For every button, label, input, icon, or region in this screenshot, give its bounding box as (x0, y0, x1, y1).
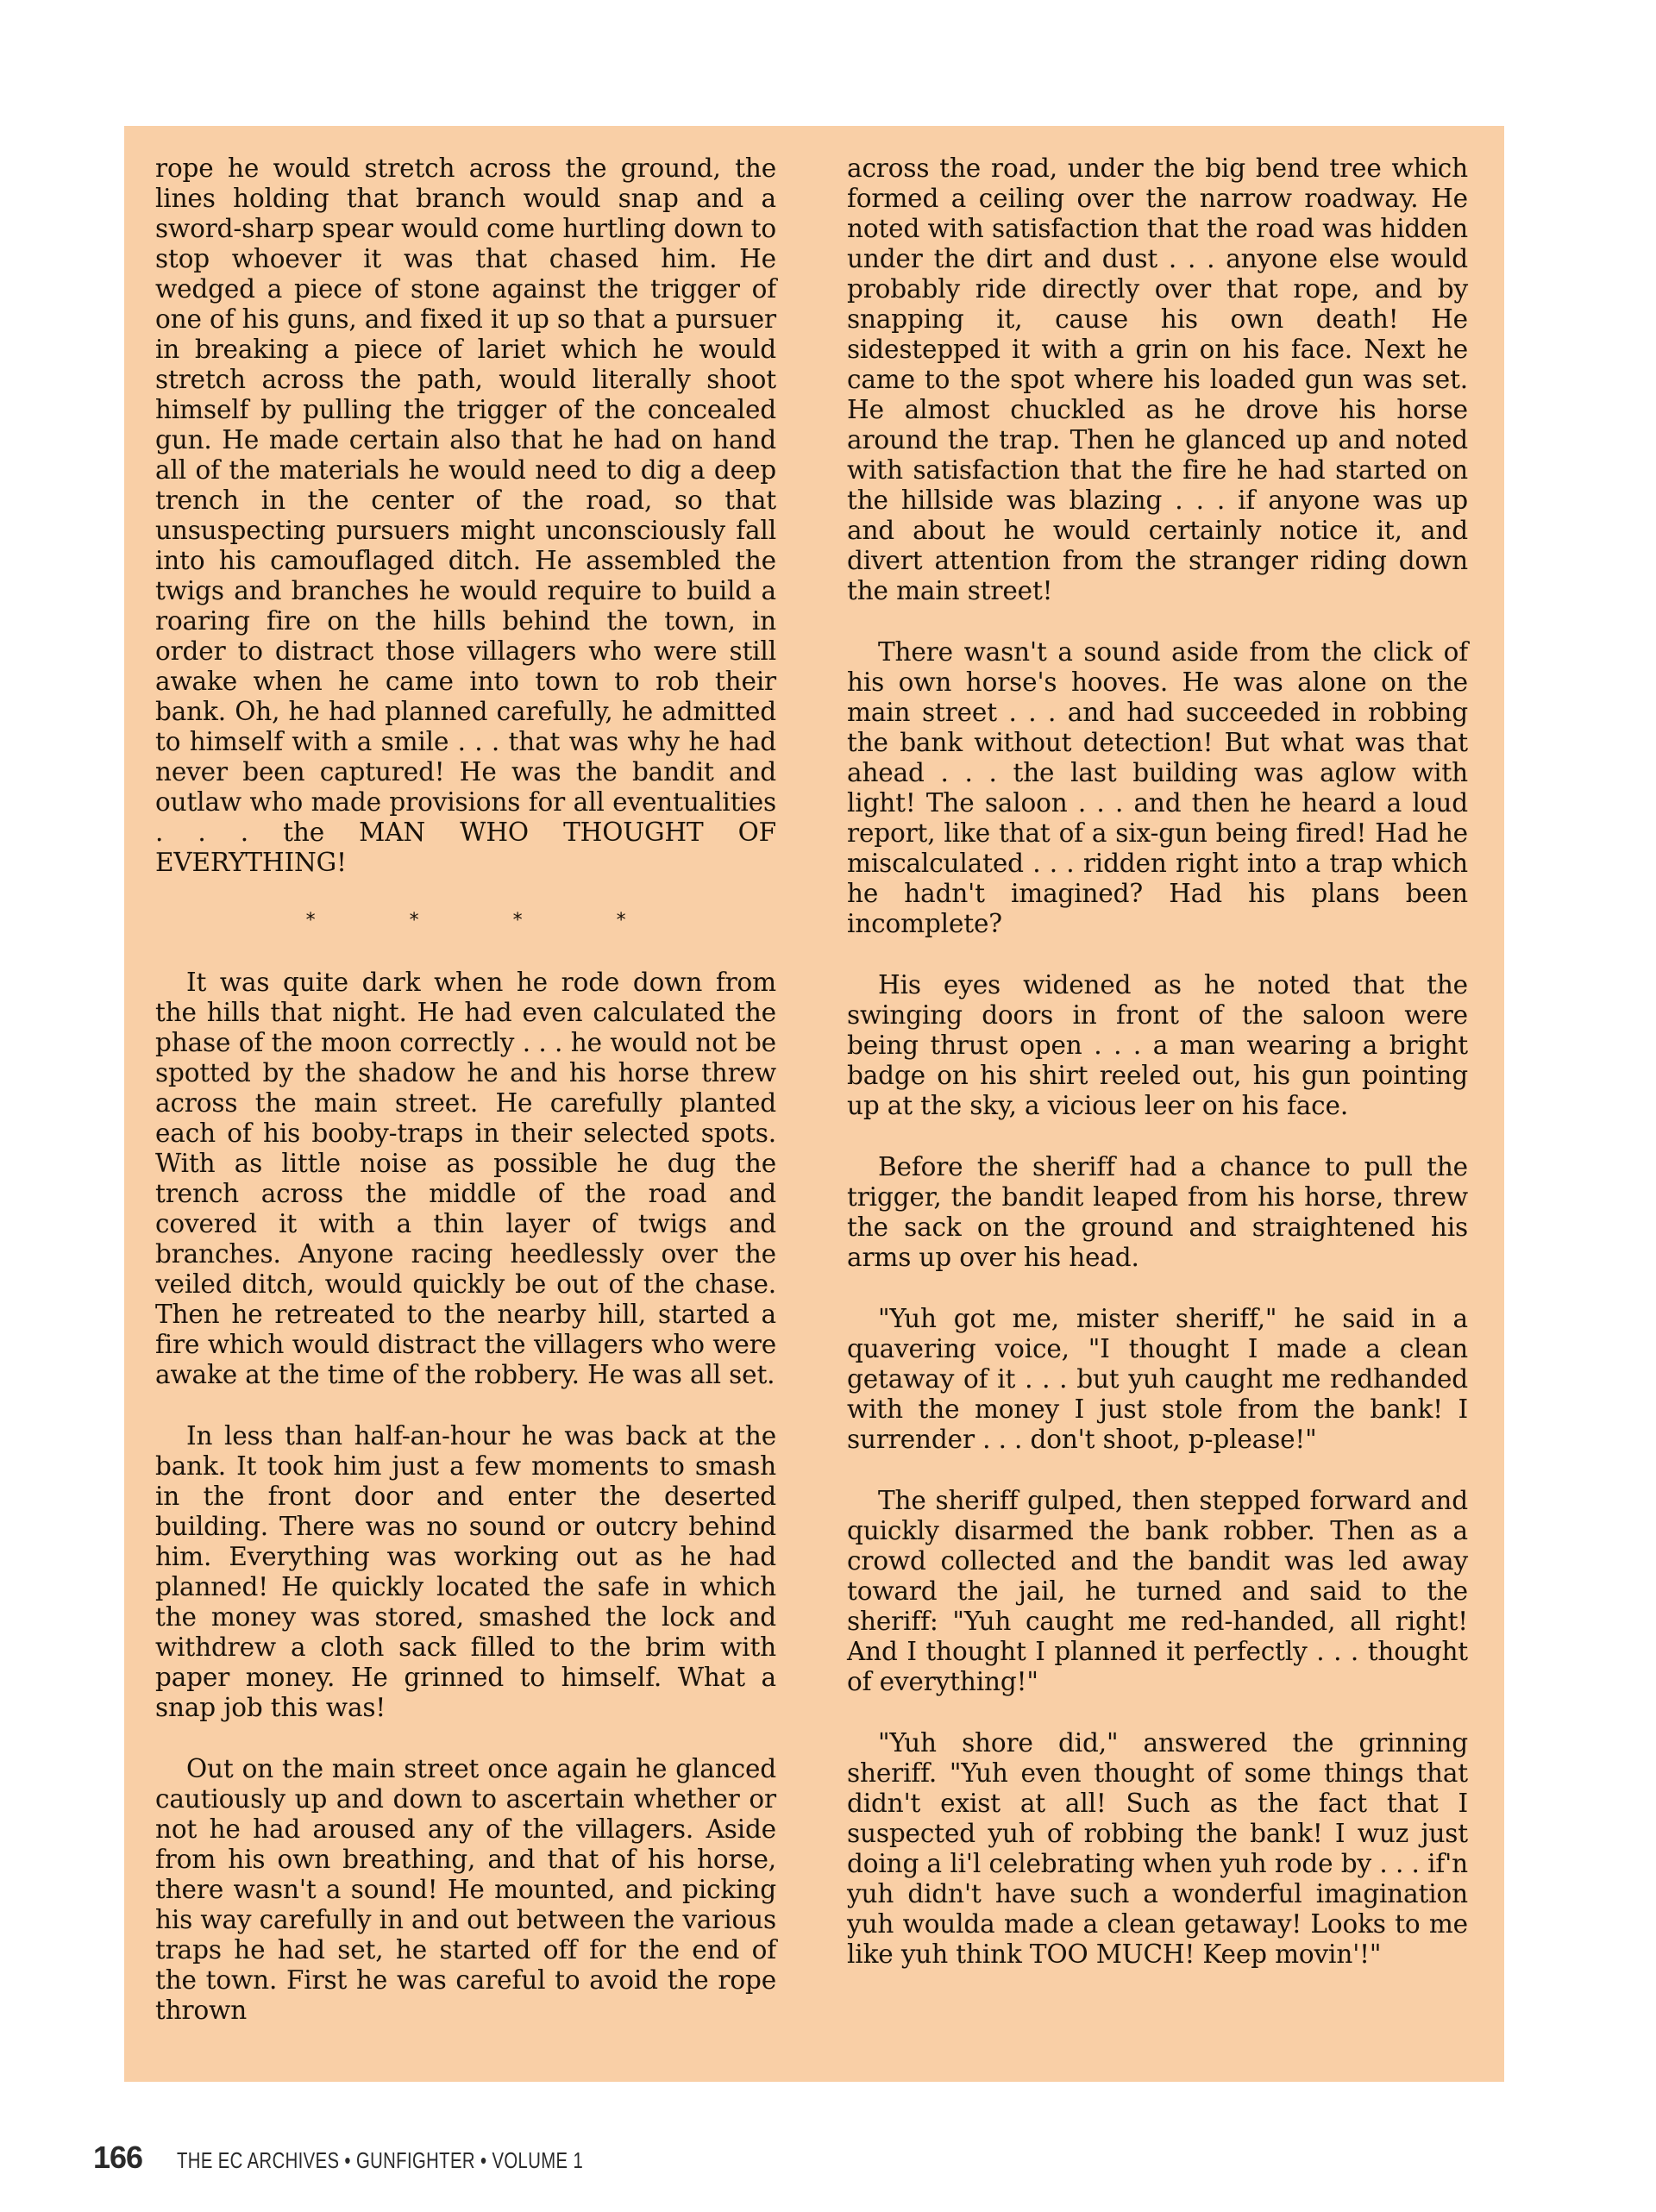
paragraph: The sheriff gulped, then stepped forward and quickly disarmed the bank robber. Then as a crowd collected and the bandit was led away toward the jail, he turned and said to the sheriff: "Yuh caught me red-handed, all right! And I thought I planned it perfectly . . . thought of everything!" (847, 1486, 1468, 1696)
story-text-panel (124, 126, 1504, 2082)
paragraph: In less than half-an-hour he was back at the bank. It took him just a few moments to smash in the front door and enter the deserted building. There was no sound or outcry behind him. Everything was working out as he had planned! He quickly located the safe in which the money was stored, smashed the lock and withdrew a cloth sack filled to the brim with paper money. He grinned to himself. What a snap job this was! (155, 1421, 776, 1722)
paragraph: Before the sheriff had a chance to pull the trigger, the bandit leaped from his horse, threw the sack on the ground and straightened his arms up over his head. (847, 1152, 1468, 1272)
left-text-column (155, 154, 776, 2026)
right-text-column (847, 154, 1468, 1970)
paragraph: rope he would stretch across the ground, the lines holding that branch would snap and a sword-sharp spear would come hurtling down to stop whoever it was that chased him. He wedged a piece of stone against the trigger of one of his guns, and fixed it up so that a pursuer in breaking a piece of lariet which he would stretch across the path, would literally shoot himself by pulling the trigger of the concealed gun. He made certain also that he had on hand all of the materials he would need to dig a deep trench in the center of the road, so that unsuspecting pursuers might unconsciously fall into his camouflaged ditch. He assembled the twigs and branches he would require to build a roaring fire on the hills behind the town, in order to distract those villagers who were still awake when he came into town to rob their bank. Oh, he had planned carefully, he admitted to himself with a smile . . . that was why he had never been captured! He was the bandit and outlaw who made provisions for all eventualities . . . the MAN WHO THOUGHT OF EVERYTHING! (155, 154, 776, 877)
running-head: THE EC ARCHIVES • GUNFIGHTER • VOLUME 1 (177, 2147, 584, 2173)
asterisk: * (305, 910, 316, 931)
asterisk: * (409, 910, 419, 931)
paragraph: "Yuh shore did," answered the grinning sheriff. "Yuh even thought of some things that didn't exist at all! Such as the fact that I suspected yuh of robbing the bank! I wuz just doing a li'l celebrating when yuh rode by . . . if'n yuh didn't have such a wonderful imagination yuh woulda made a clean getaway! Looks to me like yuh think TOO MUCH! Keep movin'!" (847, 1728, 1468, 1969)
paragraph: His eyes widened as he noted that the swinging doors in front of the saloon were being thrust open . . . a man wearing a bright badge on his shirt reeled out, his gun pointing up at the sky, a vicious leer on his face. (847, 970, 1468, 1120)
page-footer (93, 2140, 698, 2176)
paragraph: "Yuh got me, mister sheriff," he said in a quavering voice, "I thought I made a clean getaway of it . . . but yuh caught me redhanded with the money I just stole from the bank! I surrender . . . don't shoot, p-please!" (847, 1304, 1468, 1454)
paragraph: There wasn't a sound aside from the click of his own horse's hooves. He was alone on the main street . . . and had succeeded in robbing the bank without detection! But what was that ahead . . . the last building was aglow with light! The saloon . . . and then he heard a loud report, like that of a six-gun being fired! Had he miscalculated . . . ridden right into a trap which he hadn't imagined? Had his plans been incomplete? (847, 637, 1468, 938)
asterisk: * (616, 910, 626, 931)
asterisk: * (512, 910, 523, 931)
section-break-asterisks (155, 909, 776, 933)
paragraph: Out on the main street once again he glanced cautiously up and down to ascertain whether or not he had aroused any of the villagers. Aside from his own breathing, and that of his horse, there wasn't a sound! He mounted, and picking his way carefully in and out between the various traps he had set, he started off for the end of the town. First he was careful to avoid the rope thrown (155, 1754, 776, 2025)
paragraph: It was quite dark when he rode down from the hills that night. He had even calculated the phase of the moon correctly . . . he would not be spotted by the shadow he and his horse threw across the main street. He carefully planted each of his booby-traps in their selected spots. With as little noise as possible he dug the trench across the middle of the road and covered it with a thin layer of twigs and branches. Anyone racing heedlessly over the veiled ditch, would quickly be out of the chase. Then he retreated to the nearby hill, started a fire which would distract the villagers who were awake at the time of the robbery. He was all set. (155, 968, 776, 1389)
paragraph: across the road, under the big bend tree which formed a ceiling over the narrow roadway. He noted with satisfaction that the road was hidden under the dirt and dust . . . anyone else would probably ride directly over that rope, and by snapping it, cause his own death! He sidestepped it with a grin on his face. Next he came to the spot where his loaded gun was set. He almost chuckled as he drove his horse around the trap. Then he glanced up and noted with satisfaction that the fire he had started on the hillside was blazing . . . if anyone was up and about he would certainly notice it, and divert attention from the stranger riding down the main street! (847, 154, 1468, 605)
page-number: 166 (93, 2140, 143, 2175)
